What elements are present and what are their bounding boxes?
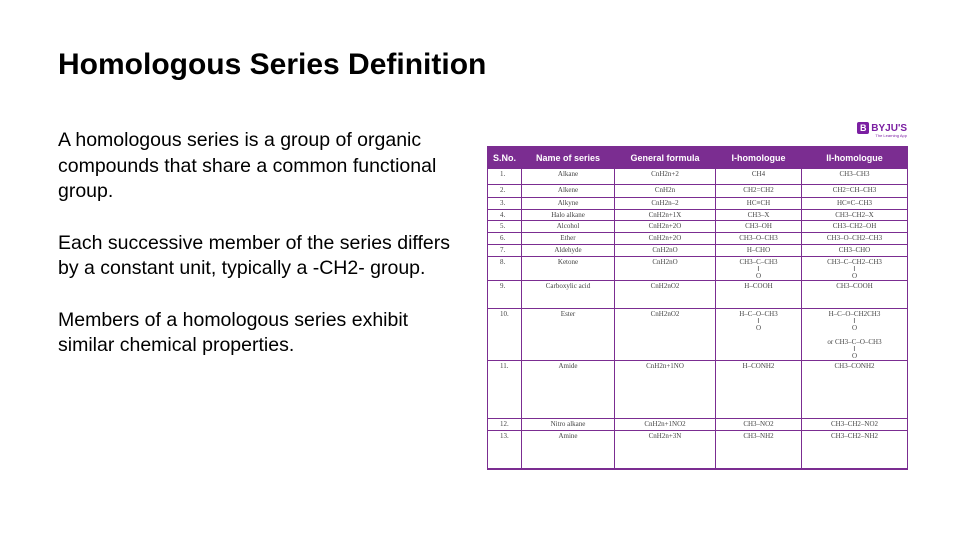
header-i-homologue: I-homologue	[716, 147, 802, 169]
table-row	[488, 245, 908, 257]
table-body	[488, 169, 908, 469]
table-row	[488, 419, 908, 431]
i-homologue-formula: CH4	[751, 170, 766, 178]
general-formula-cell: CnH2nO	[615, 245, 716, 257]
ii-homologue-cell	[802, 245, 908, 257]
table-row	[488, 361, 908, 419]
i-homologue-formula: CH3–NO2	[743, 420, 774, 428]
byjus-logo-mark: B	[857, 122, 869, 134]
ii-homologue-cell	[802, 309, 908, 361]
ii-homologue-cell	[802, 210, 908, 221]
i-homologue-formula: CH3–C–CH3	[739, 258, 778, 266]
ii-homologue-formula: CH3–CH2–NH2	[830, 432, 879, 440]
sno-cell: 10.	[488, 309, 522, 361]
i-homologue-formula: CH3–O–CH3	[739, 234, 778, 242]
i-homologue-structure: ‖ O	[755, 317, 762, 332]
table-row	[488, 309, 908, 361]
header-general-formula: General formula	[615, 147, 716, 169]
byjus-logo	[857, 122, 907, 138]
i-homologue-formula: CH3–NH2	[743, 432, 774, 440]
sno-cell: 1.	[488, 169, 522, 185]
ii-homologue-cell	[802, 431, 908, 469]
series-name-cell: Alkane	[522, 169, 615, 185]
ii-homologue-formula: CH3–CH3	[839, 170, 870, 178]
general-formula-cell: CnH2nO2	[615, 281, 716, 309]
ii-homologue-cell	[802, 419, 908, 431]
ii-homologue-cell	[802, 198, 908, 210]
ii-homologue-cell	[802, 281, 908, 309]
sno-cell: 4.	[488, 210, 522, 221]
ii-homologue-formula: CH3–CH2–X	[835, 211, 874, 219]
general-formula-cell: CnH2n+2O	[615, 233, 716, 245]
i-homologue-cell	[716, 245, 802, 257]
ii-homologue-formula: CH3–O–CH2–CH3	[826, 234, 883, 242]
sno-cell: 8.	[488, 257, 522, 281]
definition-paragraph: A homologous series is a group of organic compounds that share a common functional group.	[58, 129, 437, 202]
sno-cell: 5.	[488, 221, 522, 233]
ii-homologue-formula: CH3–COOH	[836, 282, 873, 290]
ii-homologue-formula: CH3–CONH2	[834, 362, 875, 370]
ii-homologue-structure: ‖ O	[851, 265, 858, 280]
i-homologue-cell	[716, 185, 802, 198]
general-formula-cell: CnH2n	[615, 185, 716, 198]
series-name-cell: Amine	[522, 431, 615, 469]
ii-homologue-cell	[802, 169, 908, 185]
table-row	[488, 210, 908, 221]
i-homologue-formula: H–CONH2	[742, 362, 775, 370]
table-row	[488, 281, 908, 309]
general-formula-cell: CnH2n+1NO2	[615, 419, 716, 431]
sno-cell: 6.	[488, 233, 522, 245]
i-homologue-formula: H–C–O–CH3	[739, 310, 778, 318]
ii-homologue-formula: CH3–CHO	[838, 246, 871, 254]
sno-cell: 12.	[488, 419, 522, 431]
series-name-cell: Carboxylic acid	[522, 281, 615, 309]
byjus-logo-text: BYJU'S	[871, 122, 907, 134]
i-homologue-cell	[716, 198, 802, 210]
properties-paragraph: Members of a homologous series exhibit similar chemical properties.	[58, 308, 409, 356]
i-homologue-formula: CH3–OH	[745, 222, 772, 230]
sno-cell: 2.	[488, 185, 522, 198]
header-sno: S.No.	[488, 147, 522, 169]
homologous-series-table	[487, 146, 908, 470]
header-ii-homologue: II-homologue	[802, 147, 908, 169]
i-homologue-cell	[716, 281, 802, 309]
sno-cell: 9.	[488, 281, 522, 309]
i-homologue-cell	[716, 419, 802, 431]
ii-homologue-formula: CH2=CH–CH3	[832, 186, 877, 194]
sno-cell: 11.	[488, 361, 522, 419]
table-row	[488, 233, 908, 245]
ii-homologue-formula: CH3–CH2–NO2	[830, 420, 879, 428]
sno-cell: 13.	[488, 431, 522, 469]
i-homologue-cell	[716, 431, 802, 469]
byjus-logo-subtext: The Learning App	[875, 133, 907, 138]
series-name-cell: Aldehyde	[522, 245, 615, 257]
series-name-cell: Alkyne	[522, 198, 615, 210]
general-formula-cell: CnH2n+2	[615, 169, 716, 185]
table-row	[488, 198, 908, 210]
ii-homologue-cell	[802, 257, 908, 281]
table-row	[488, 257, 908, 281]
series-name-cell: Alkene	[522, 185, 615, 198]
ii-homologue-formula: CH3–CH2–OH	[832, 222, 877, 230]
i-homologue-formula: CH2=CH2	[743, 186, 774, 194]
i-homologue-cell	[716, 169, 802, 185]
i-homologue-cell	[716, 257, 802, 281]
i-homologue-cell	[716, 361, 802, 419]
i-homologue-cell	[716, 210, 802, 221]
sno-cell: 7.	[488, 245, 522, 257]
series-name-cell: Halo alkane	[522, 210, 615, 221]
general-formula-cell: CnH2n+3N	[615, 431, 716, 469]
ii-homologue-formula: CH3–C–CH2–CH3	[827, 258, 882, 266]
i-homologue-structure: ‖ O	[755, 265, 762, 280]
header-name-of-series: Name of series	[522, 147, 615, 169]
general-formula-cell: CnH2nO2	[615, 309, 716, 361]
i-homologue-formula: H–COOH	[744, 282, 773, 290]
successive-member-paragraph: Each successive member of the series differs by a constant unit, typically a -CH2- group.	[58, 231, 450, 279]
sno-cell: 3.	[488, 198, 522, 210]
series-name-cell: Nitro alkane	[522, 419, 615, 431]
general-formula-cell: CnH2n+1X	[615, 210, 716, 221]
i-homologue-formula: CH3–X	[747, 211, 770, 219]
ii-homologue-formula: HC≡C–CH3	[836, 199, 873, 207]
i-homologue-formula: HC≡CH	[746, 199, 771, 207]
general-formula-cell: CnH2n+2O	[615, 221, 716, 233]
table-header-row	[488, 147, 908, 169]
series-name-cell: Ester	[522, 309, 615, 361]
i-homologue-formula: H–CHO	[746, 246, 771, 254]
table-row	[488, 221, 908, 233]
series-name-cell: Ether	[522, 233, 615, 245]
i-homologue-cell	[716, 221, 802, 233]
slide-body	[58, 128, 468, 385]
ii-homologue-cell	[802, 233, 908, 245]
homologous-series-table-image	[487, 122, 907, 440]
series-name-cell: Ketone	[522, 257, 615, 281]
general-formula-cell: CnH2nO	[615, 257, 716, 281]
ii-homologue-cell	[802, 361, 908, 419]
slide-title: Homologous Series Definition	[58, 48, 487, 81]
general-formula-cell: CnH2n–2	[615, 198, 716, 210]
general-formula-cell: CnH2n+1NO	[615, 361, 716, 419]
ii-homologue-formula: H–C–O–CH2CH3	[828, 310, 881, 318]
series-name-cell: Amide	[522, 361, 615, 419]
ii-homologue-structure: ‖ O or CH3–C–O–CH3 ‖ O	[827, 317, 882, 360]
table-row	[488, 169, 908, 185]
series-name-cell: Alcohol	[522, 221, 615, 233]
table-row	[488, 185, 908, 198]
ii-homologue-cell	[802, 221, 908, 233]
i-homologue-cell	[716, 233, 802, 245]
i-homologue-cell	[716, 309, 802, 361]
table-row	[488, 431, 908, 469]
ii-homologue-cell	[802, 185, 908, 198]
